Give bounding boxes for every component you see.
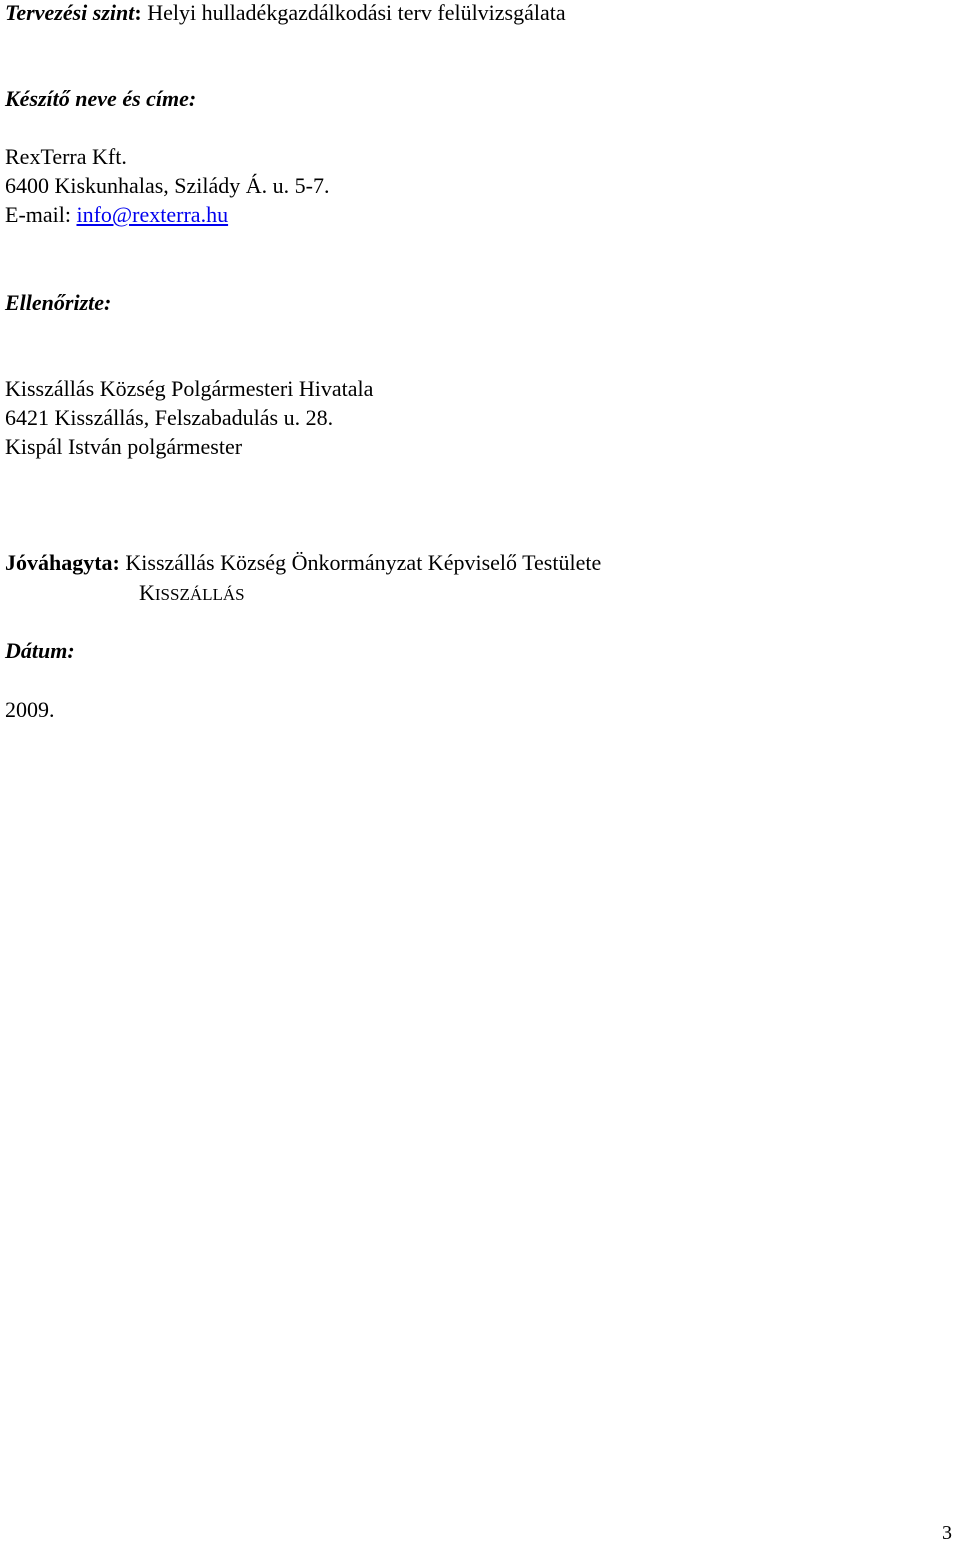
author-address: 6400 Kiskunhalas, Szilády Á. u. 5-7. [5, 173, 330, 198]
author-company: RexTerra Kft. [5, 144, 127, 169]
approved-city [139, 580, 245, 608]
date-heading: Dátum: [5, 638, 75, 663]
planning-level-value: Helyi hulladékgazdálkodási terv felülvizsgálata [141, 0, 566, 25]
author-heading: Készítő neve és címe: [5, 86, 197, 111]
author-email-line [5, 202, 228, 228]
planning-level-line [5, 0, 566, 26]
planning-level-label: Tervezési szint [5, 0, 135, 25]
approved-city-rest: ISSZÁLLÁS [154, 585, 245, 604]
email-label: E-mail: [5, 202, 77, 227]
checked-person: Kispál István polgármester [5, 434, 243, 459]
page-number: 3 [942, 1522, 952, 1544]
date-value: 2009. [5, 697, 55, 722]
approved-value: Kisszállás Község Önkormányzat Képviselő Testülete [119, 550, 602, 575]
planning-level-colon: : [134, 0, 142, 25]
approved-city-first: K [139, 580, 155, 605]
checked-heading: Ellenőrizte: [5, 290, 112, 315]
approved-line [5, 550, 601, 576]
checked-address: 6421 Kisszállás, Felszabadulás u. 28. [5, 405, 334, 430]
email-link[interactable]: info@rexterra.hu [76, 202, 229, 227]
approved-label: Jóváhagyta: [5, 550, 120, 575]
checked-office: Kisszállás Község Polgármesteri Hivatala [5, 376, 374, 401]
